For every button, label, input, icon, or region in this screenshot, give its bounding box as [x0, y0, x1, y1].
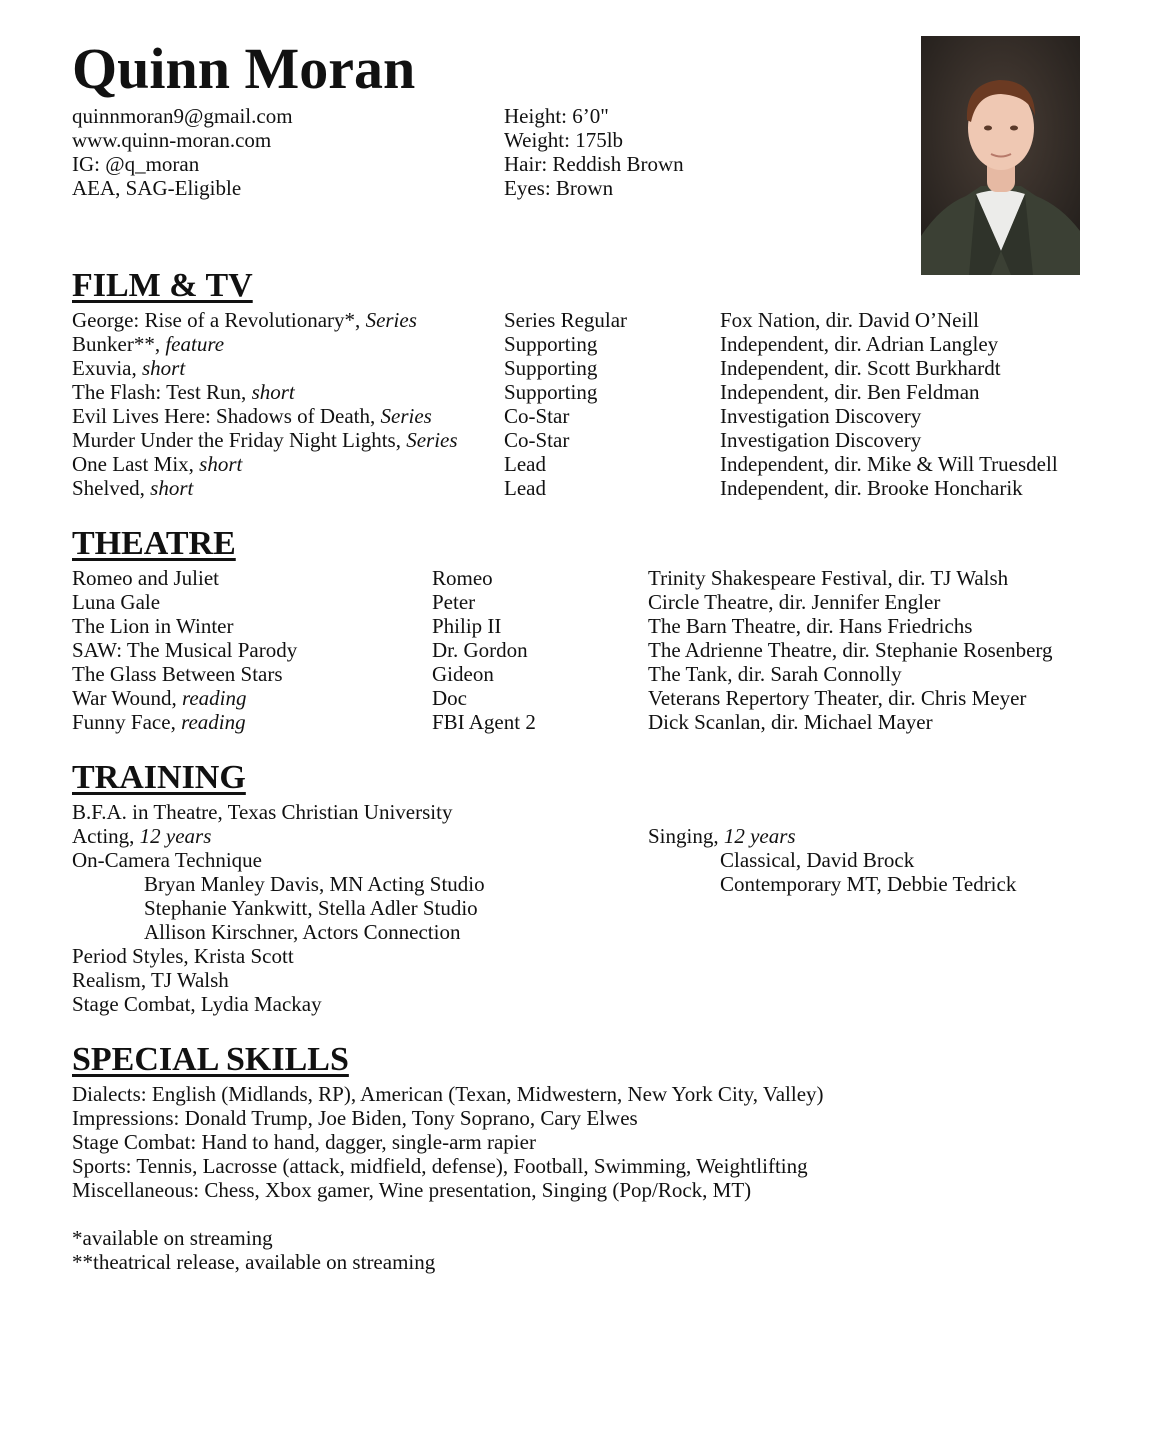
training-item: Realism, TJ Walsh — [72, 968, 229, 992]
stat-weight: Weight: 175lb — [504, 128, 624, 152]
film-role: Co-Star — [504, 404, 570, 428]
section-heading-theatre: THEATRE — [72, 525, 236, 562]
film-credit: Independent, dir. Ben Feldman — [720, 380, 980, 404]
stat-eyes: Eyes: Brown — [504, 176, 614, 200]
project-type: short — [251, 380, 295, 404]
contact-website: www.quinn-moran.com — [72, 128, 272, 152]
theatre-role: Gideon — [432, 662, 494, 686]
contact-instagram: IG: @q_moran — [72, 152, 200, 176]
training-degree: B.F.A. in Theatre, Texas Christian University — [72, 800, 453, 824]
skill-dialects: Dialects: English (Midlands, RP), American (Texan, Midwestern, New York City, Valley) — [72, 1082, 824, 1106]
training-teacher: Stephanie Yankwitt, Stella Adler Studio — [144, 896, 478, 920]
film-credit: Independent, dir. Scott Burkhardt — [720, 356, 1001, 380]
stat-hair: Hair: Reddish Brown — [504, 152, 684, 176]
section-heading-film-tv: FILM & TV — [72, 267, 253, 304]
theatre-role: Romeo — [432, 566, 493, 590]
theatre-role: Philip II — [432, 614, 502, 638]
film-role: Lead — [504, 476, 546, 500]
theatre-title: The Lion in Winter — [72, 614, 234, 638]
training-acting-years: 12 years — [139, 824, 212, 848]
theatre-role: Doc — [432, 686, 467, 710]
project-type: Series — [365, 308, 417, 332]
film-credit: Independent, dir. Brooke Honcharik — [720, 476, 1023, 500]
film-title: Evil Lives Here: Shadows of Death, Series — [72, 404, 432, 428]
film-credit: Independent, dir. Adrian Langley — [720, 332, 999, 356]
training-item: Stage Combat, Lydia Mackay — [72, 992, 322, 1016]
film-role: Supporting — [504, 380, 598, 404]
training-item: Period Styles, Krista Scott — [72, 944, 294, 968]
training-singing-teacher: Contemporary MT, Debbie Tedrick — [720, 872, 1017, 896]
theatre-credit: Dick Scanlan, dir. Michael Mayer — [648, 710, 933, 734]
theatre-credit: Veterans Repertory Theater, dir. Chris Meyer — [648, 686, 1027, 710]
theatre-title: Funny Face, reading — [72, 710, 246, 734]
project-type: Series — [380, 404, 432, 428]
film-role: Supporting — [504, 356, 598, 380]
theatre-role: Dr. Gordon — [432, 638, 528, 662]
footnote: *available on streaming — [72, 1226, 273, 1250]
skill-miscellaneous: Miscellaneous: Chess, Xbox gamer, Wine presentation, Singing (Pop/Rock, MT) — [72, 1178, 752, 1202]
film-title: George: Rise of a Revolutionary*, Series — [72, 308, 417, 332]
stat-height: Height: 6’0" — [504, 104, 609, 128]
film-role: Series Regular — [504, 308, 628, 332]
theatre-credit: Circle Theatre, dir. Jennifer Engler — [648, 590, 941, 614]
film-title: The Flash: Test Run, short — [72, 380, 295, 404]
project-type: reading — [181, 686, 247, 710]
project-type: feature — [165, 332, 225, 356]
footnote: **theatrical release, available on streaming — [72, 1250, 436, 1274]
film-credit: Investigation Discovery — [720, 404, 922, 428]
theatre-credit: The Barn Theatre, dir. Hans Friedrichs — [648, 614, 973, 638]
film-credit: Independent, dir. Mike & Will Truesdell — [720, 452, 1058, 476]
film-title: Shelved, short — [72, 476, 194, 500]
training-singing: Singing, 12 years — [648, 824, 796, 848]
film-credit: Investigation Discovery — [720, 428, 922, 452]
project-type: short — [150, 476, 194, 500]
skill-sports: Sports: Tennis, Lacrosse (attack, midfield, defense), Football, Swimming, Weightlifting — [72, 1154, 808, 1178]
project-type: short — [141, 356, 186, 380]
theatre-credit: The Adrienne Theatre, dir. Stephanie Rosenberg — [648, 638, 1053, 662]
project-type: short — [199, 452, 243, 476]
training-singing-teacher: Classical, David Brock — [720, 848, 915, 872]
training-on-camera: On-Camera Technique — [72, 848, 262, 872]
headshot-photo — [921, 36, 1080, 275]
film-title: Murder Under the Friday Night Lights, Series — [72, 428, 458, 452]
union-status: AEA, SAG-Eligible — [72, 176, 242, 200]
project-type: reading — [181, 710, 246, 734]
training-singing-years: 12 years — [723, 824, 796, 848]
film-title: Bunker**, feature — [72, 332, 225, 356]
section-heading-special-skills: SPECIAL SKILLS — [72, 1041, 349, 1078]
theatre-title: The Glass Between Stars — [72, 662, 283, 686]
training-acting: Acting, 12 years — [72, 824, 212, 848]
film-role: Co-Star — [504, 428, 570, 452]
project-type: Series — [406, 428, 458, 452]
contact-email: quinnmoran9@gmail.com — [72, 104, 293, 128]
theatre-credit: Trinity Shakespeare Festival, dir. TJ Walsh — [648, 566, 1009, 590]
skill-impressions: Impressions: Donald Trump, Joe Biden, Tony Soprano, Cary Elwes — [72, 1106, 638, 1130]
film-role: Supporting — [504, 332, 598, 356]
theatre-title: Luna Gale — [72, 590, 161, 614]
theatre-title: Romeo and Juliet — [72, 566, 219, 590]
skill-stage-combat: Stage Combat: Hand to hand, dagger, single-arm rapier — [72, 1130, 536, 1154]
theatre-role: Peter — [432, 590, 476, 614]
training-teacher: Bryan Manley Davis, MN Acting Studio — [144, 872, 485, 896]
film-credit: Fox Nation, dir. David O’Neill — [720, 308, 979, 332]
theatre-credit: The Tank, dir. Sarah Connolly — [648, 662, 902, 686]
film-title: Exuvia, short — [72, 356, 186, 380]
theatre-title: SAW: The Musical Parody — [72, 638, 298, 662]
film-role: Lead — [504, 452, 546, 476]
theatre-role: FBI Agent 2 — [432, 710, 536, 734]
film-title: One Last Mix, short — [72, 452, 243, 476]
section-heading-training: TRAINING — [72, 759, 246, 796]
actor-name: Quinn Moran — [72, 36, 416, 101]
training-teacher: Allison Kirschner, Actors Connection — [144, 920, 461, 944]
theatre-title: War Wound, reading — [72, 686, 247, 710]
